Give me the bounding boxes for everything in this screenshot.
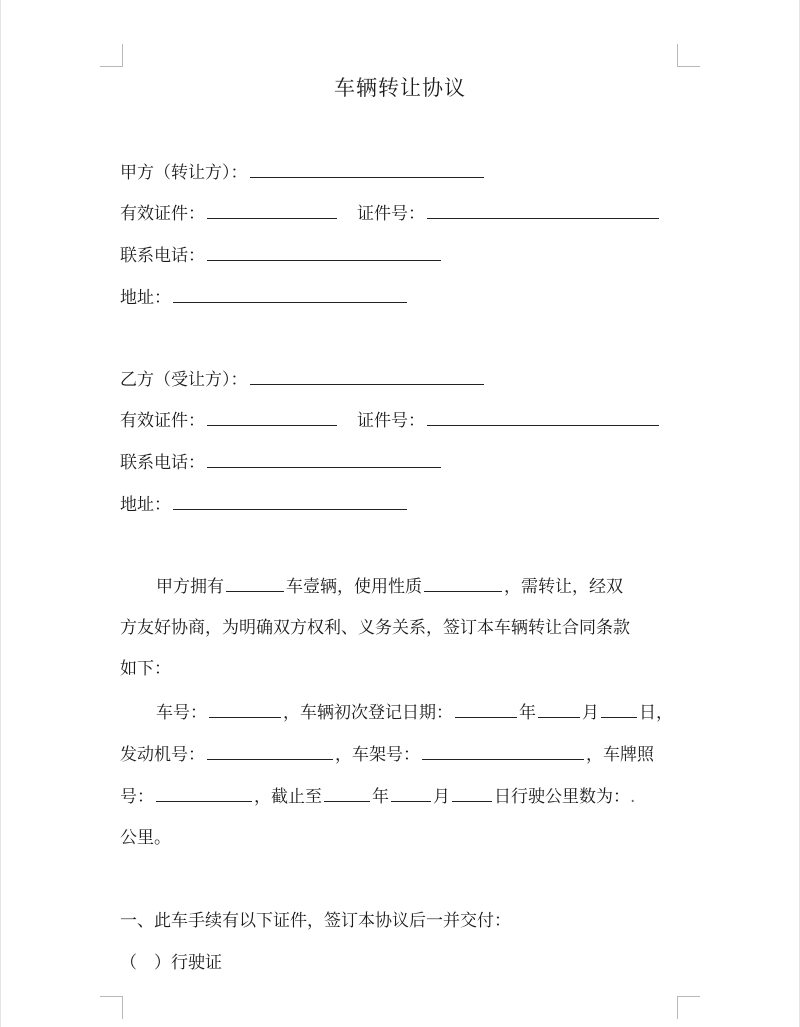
body-text: 号： — [120, 787, 154, 807]
party-b-phone-label: 联系电话： — [120, 453, 205, 473]
body-text: ，截止至 — [254, 787, 322, 807]
party-a-id-type-blank[interactable] — [207, 201, 337, 219]
clause-1-item-driving-license: （ ）行驶证 — [120, 953, 222, 973]
body-line-6 — [120, 784, 635, 809]
party-a-label: 甲方（转让方）： — [120, 163, 248, 183]
document-title: 车辆转让协议 — [334, 76, 466, 100]
body-text: 甲方拥有 — [156, 577, 224, 597]
body-text: 日， — [639, 703, 673, 723]
party-a-phone-blank[interactable] — [207, 243, 441, 261]
vehicle-type-blank[interactable] — [226, 574, 284, 592]
party-b-id-type-label: 有效证件： — [120, 411, 205, 431]
party-a-id-line — [120, 201, 661, 226]
body-line-3: 如下： — [120, 659, 171, 679]
body-text: 年 — [519, 703, 536, 723]
body-line-4 — [156, 700, 673, 725]
usage-nature-blank[interactable] — [424, 574, 502, 592]
party-a-address-blank[interactable] — [173, 285, 407, 303]
license-no-blank[interactable] — [156, 784, 252, 802]
body-text: 发动机号： — [120, 745, 205, 765]
body-text: 月 — [582, 703, 599, 723]
party-a-id-type-label: 有效证件： — [120, 204, 205, 224]
page-edge-left — [0, 0, 1, 1027]
mileage-day-blank[interactable] — [452, 784, 492, 802]
party-a-address-line — [120, 285, 409, 310]
party-b-address-blank[interactable] — [173, 492, 407, 510]
engine-no-blank[interactable] — [207, 742, 333, 760]
mileage-year-blank[interactable] — [324, 784, 370, 802]
party-a-line — [120, 160, 486, 185]
party-a-address-label: 地址： — [120, 288, 171, 308]
party-b-phone-line — [120, 450, 443, 475]
party-b-id-no-blank[interactable] — [427, 408, 659, 426]
party-a-id-no-blank[interactable] — [427, 201, 659, 219]
body-line-5 — [120, 742, 654, 767]
party-b-line — [120, 367, 486, 392]
frame-no-blank[interactable] — [422, 742, 584, 760]
reg-month-blank[interactable] — [538, 700, 580, 718]
body-text: ，车牌照 — [586, 745, 654, 765]
body-text: ，车架号： — [335, 745, 420, 765]
party-b-id-line — [120, 408, 661, 433]
body-text: 日行驶公里数为： — [494, 787, 630, 807]
body-text: 车号： — [156, 703, 207, 723]
body-text: ，需转让，经双 — [504, 577, 623, 597]
party-b-blank[interactable] — [250, 367, 484, 385]
corner-mark-bottom-right — [677, 996, 700, 1019]
party-b-address-line — [120, 492, 409, 517]
party-b-label: 乙方（受让方）： — [120, 370, 248, 390]
party-b-id-no-label: 证件号： — [357, 411, 425, 431]
mileage-month-blank[interactable] — [391, 784, 431, 802]
trailing-dot: . — [630, 787, 636, 807]
party-b-phone-blank[interactable] — [207, 450, 441, 468]
body-text: 月 — [433, 787, 450, 807]
reg-year-blank[interactable] — [455, 700, 517, 718]
body-text: 年 — [372, 787, 389, 807]
party-a-phone-line — [120, 243, 443, 268]
party-b-id-type-blank[interactable] — [207, 408, 337, 426]
party-a-phone-label: 联系电话： — [120, 246, 205, 266]
reg-day-blank[interactable] — [601, 700, 637, 718]
clause-1: 一、此车手续有以下证件，签订本协议后一并交付： — [120, 911, 511, 931]
corner-mark-bottom-left — [100, 996, 123, 1019]
corner-mark-top-right — [677, 44, 700, 67]
body-line-7: 公里。 — [120, 828, 171, 848]
party-a-id-no-label: 证件号： — [357, 204, 425, 224]
plate-no-blank[interactable] — [209, 700, 281, 718]
body-line-2: 方友好协商，为明确双方权利、义务关系，签订本车辆转让合同条款 — [120, 618, 630, 638]
body-line-1 — [156, 574, 623, 599]
party-a-blank[interactable] — [250, 160, 484, 178]
party-b-address-label: 地址： — [120, 495, 171, 515]
body-text: 车壹辆，使用性质 — [286, 577, 422, 597]
body-text: ，车辆初次登记日期： — [283, 703, 453, 723]
corner-mark-top-left — [100, 44, 123, 67]
